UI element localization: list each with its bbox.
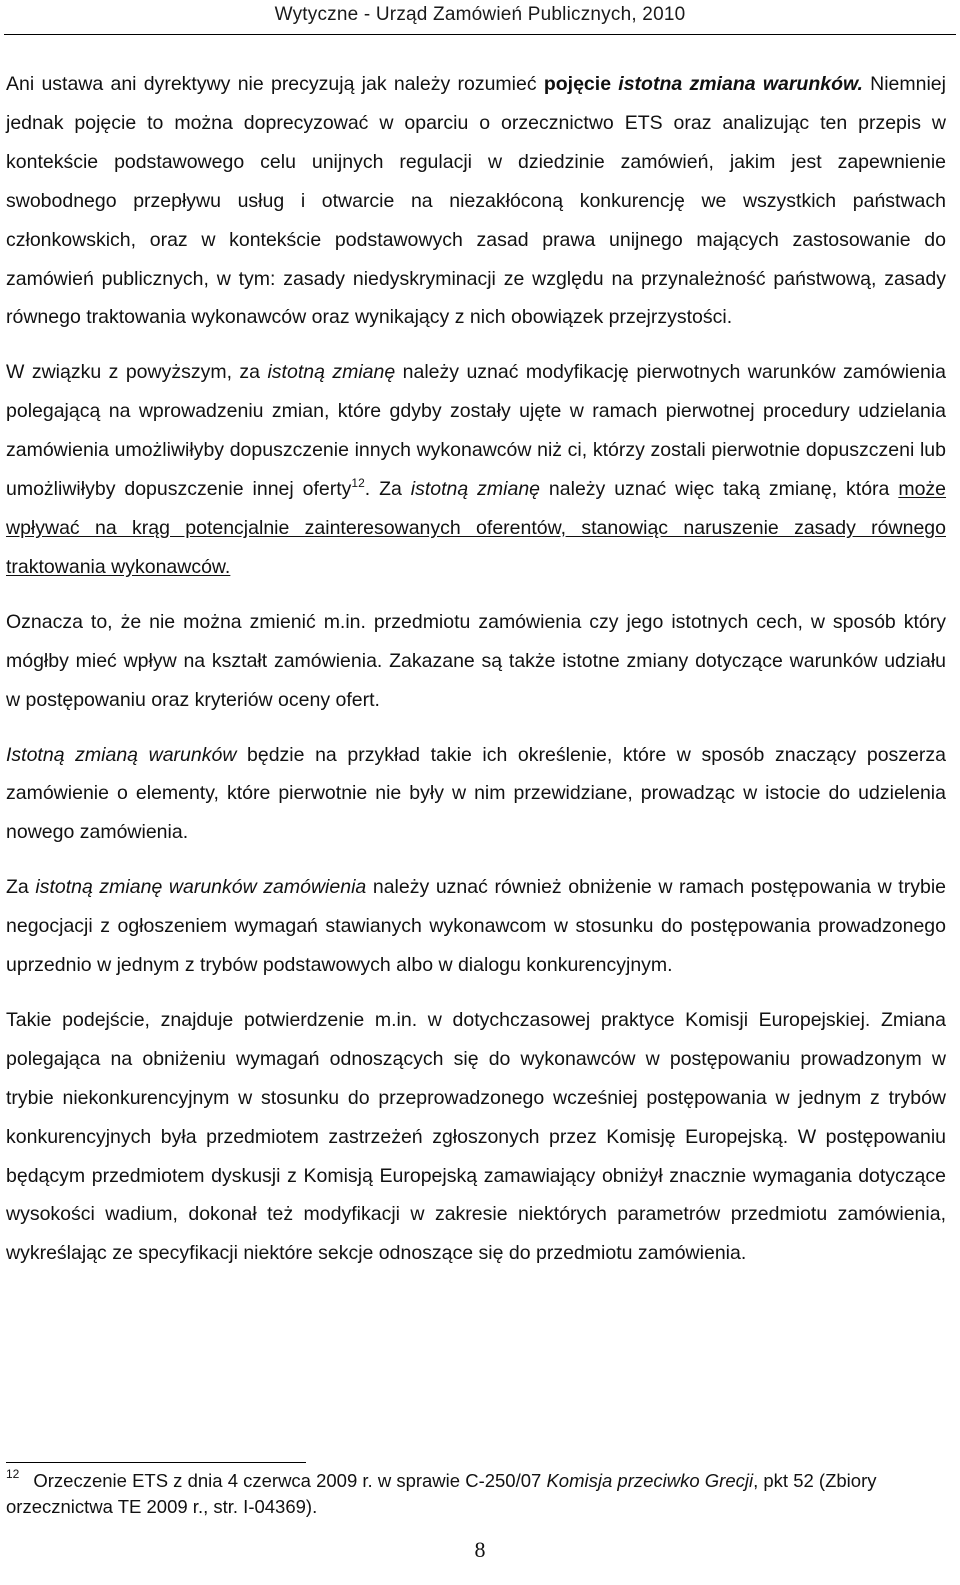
footnote (6, 1468, 946, 1520)
footnote-number: 12 (6, 1467, 20, 1481)
text-span: należy uznać również obniżenie w ramach postępowania w trybie negocjacji z ogłoszeniem wymagań stawianych wykonawcom w stosunku do postępowania prowadzonego uprzednio w jednym z trybów podstawowych albo w dialogu konkurencyjnym. (6, 876, 946, 977)
paragraph-1 (6, 65, 946, 337)
main-text (6, 65, 946, 1289)
italic-term: istotną zmianę warunków zamówienia (35, 876, 367, 899)
text-span: Oznacza to, że nie można zmienić m.in. przedmiotu zamówienia czy jego istotnych cech, w sposób który mógłby mieć wpływ na kształt zamówienia. Zakazane są także istotne zmiany dotyczące warunków udziału w postępowaniu oraz kryteriów oceny ofert. (6, 610, 946, 711)
text-span: należy uznać więc taką zmianę, która (540, 478, 899, 501)
text-span: Za (6, 876, 36, 899)
footnote-text: Orzeczenie ETS z dnia 4 czerwca 2009 r. w sprawie C-250/07 (33, 1470, 547, 1491)
bold-term: pojęcie (543, 73, 619, 95)
text-span: będzie na przykład takie ich określenie, które w sposób znaczący poszerza zamówienie o elementy, które pierwotnie nie były w nim przewidziane, prowadząc w istocie do udzielenia nowego zamówienia. (6, 743, 946, 844)
italic-term: istotną zmianę (267, 361, 396, 384)
paragraph-5 (6, 868, 946, 985)
bold-italic-term: istotna zmiana warunków. (618, 73, 863, 95)
text-span: należy uznać modyfikację pierwotnych warunków zamówienia polegającą na wprowadzeniu zmian, które gdyby zostały ujęte w ramach pierwotnej procedury udzielania zamówienia umożliwiłyby dopuszczenie innych wykonawców niż ci, którzy zostali pierwotnie dopuszczeni lub umożliwiłyby dopuszczenie innej oferty (6, 361, 946, 501)
header-divider (4, 34, 956, 35)
italic-term: Istotną zmianą warunków (6, 743, 237, 766)
footnote-case-name: Komisja przeciwko Grecji (546, 1470, 754, 1491)
footnote-divider (6, 1462, 306, 1463)
underlined-text: może wpływać na krąg potencjalnie zainteresowanych oferentów, stanowiąc naruszenie zasady równego traktowania wykonawców. (6, 478, 947, 578)
text-span: Niemniej jednak pojęcie to można doprecyzować w oparciu o orzecznictwo ETS oraz analizując ten przepis w kontekście podstawowego celu unijnych regulacji w dziedzinie zamówień, jakim jest zapewnienie swobodnego przepływu usług i otwarcie na niezakłóconą konkurencję we wszystkich państwach członkowskich, oraz w kontekście podstawowych zasad prawa unijnego mających zastosowanie do zamówień publicznych, w tym: zasady niedyskryminacji ze względu na przynależność państwową, zasady równego traktowania wykonawców oraz wynikający z nich obowiązek przejrzystości. (6, 73, 946, 329)
paragraph-4 (6, 736, 946, 853)
paragraph-6 (6, 1001, 946, 1273)
footnote-text: , pkt 52 (Zbiory orzecznictwa TE 2009 r., str. I-04369). (6, 1470, 877, 1517)
page-number: 8 (474, 1537, 486, 1562)
running-header: Wytyczne - Urząd Zamówień Publicznych, 2010 (274, 4, 686, 25)
paragraph-3 (6, 603, 946, 720)
text-span: Takie podejście, znajduje potwierdzenie m.in. w dotychczasowej praktyce Komisji Europejskiej. Zmiana polegająca na obniżeniu wymagań odnoszących się do wykonawców w postępowaniu prowadzonym w trybie niekonkurencyjnym w stosunku do przeprowadzonego wcześniej postępowania w jednym z trybów konkurencyjnych była przedmiotem zastrzeżeń zgłoszonych przez Komisję Europejską. W postępowaniu będącym przedmiotem dyskusji z Komisją Europejską zamawiający obniżył znacznie wymagania dotyczące wysokości wadium, dokonał też modyfikacji w zakresie niektórych parametrów przedmiotu zamówienia, wykreślając ze specyfikacji niektóre sekcje odnoszące się do przedmiotu zamówienia. (6, 1008, 946, 1265)
text-span: W związku z powyższym, za (6, 361, 268, 384)
italic-term: istotną zmianę (410, 478, 541, 501)
text-span: . Za (364, 478, 411, 501)
paragraph-2 (6, 353, 946, 586)
text-span: Ani ustawa ani dyrektywy nie precyzują jak należy rozumieć (6, 73, 544, 95)
footnote-reference[interactable]: 12 (351, 476, 365, 491)
